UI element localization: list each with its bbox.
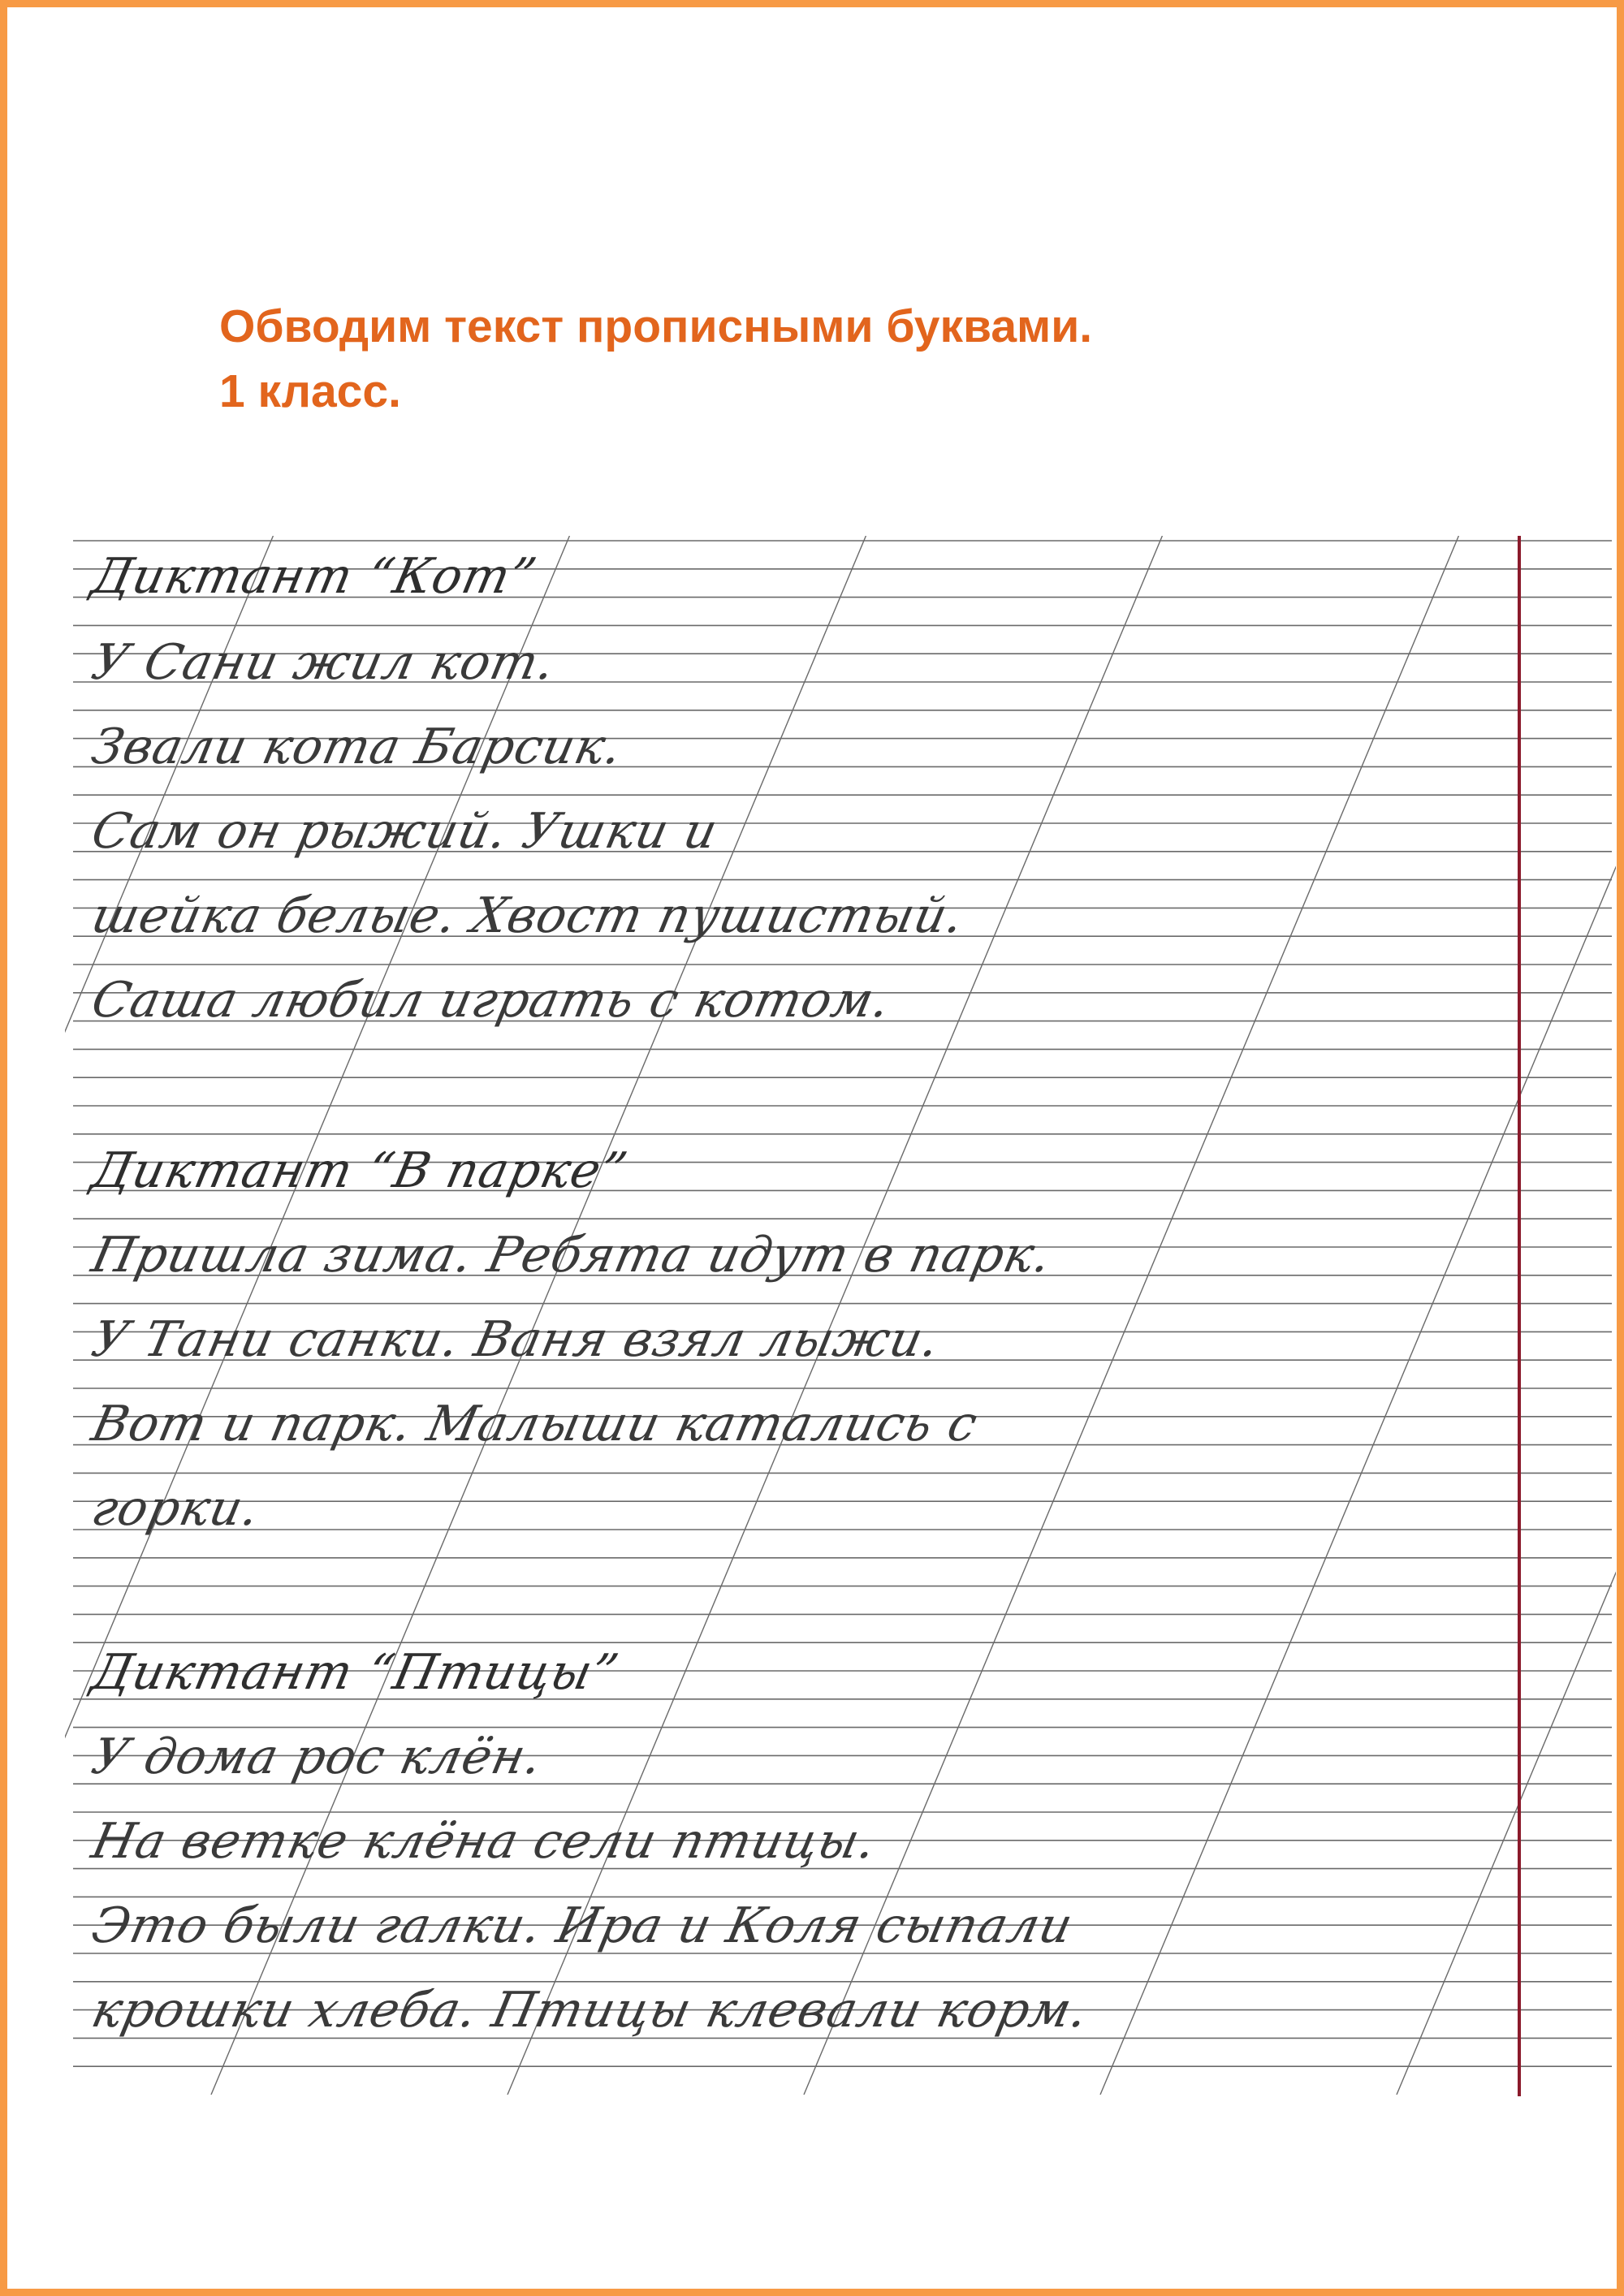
title-line-1: Обводим текст прописными буквами. [219, 300, 1093, 352]
dictation-title: Диктант “В парке” [86, 1142, 633, 1199]
dictation-title: Диктант “Птицы” [86, 1644, 624, 1701]
handwriting-line: На ветке клёна сели птицы. [86, 1813, 882, 1870]
title-line-2: 1 класс. [219, 365, 401, 417]
handwriting-line: Пришла зима. Ребята идут в парк. [86, 1227, 1057, 1284]
handwriting-line: У Сани жил кот. [86, 634, 561, 691]
handwriting-line: У Тани санки. Ваня взял лыжи. [86, 1311, 945, 1368]
handwriting-line: Звали кота Барсик. [86, 719, 628, 775]
handwriting-line: шейка белые. Хвост пушистый. [86, 887, 970, 944]
handwriting-line: Это были галки. Ира и Коля сыпали [86, 1897, 1078, 1954]
handwriting-line: Сам он рыжий. Ушки и [86, 803, 723, 860]
handwriting-line: горки. [86, 1480, 266, 1537]
handwriting-line: Саша любил играть с котом. [86, 972, 896, 1029]
handwriting-line: Вот и парк. Малыши катались с [86, 1396, 983, 1452]
dictation-title: Диктант “Кот” [86, 548, 542, 605]
handwriting-line: У дома рос клён. [86, 1728, 548, 1785]
handwriting-line: крошки хлеба. Птицы клевали корм. [86, 1982, 1094, 2039]
